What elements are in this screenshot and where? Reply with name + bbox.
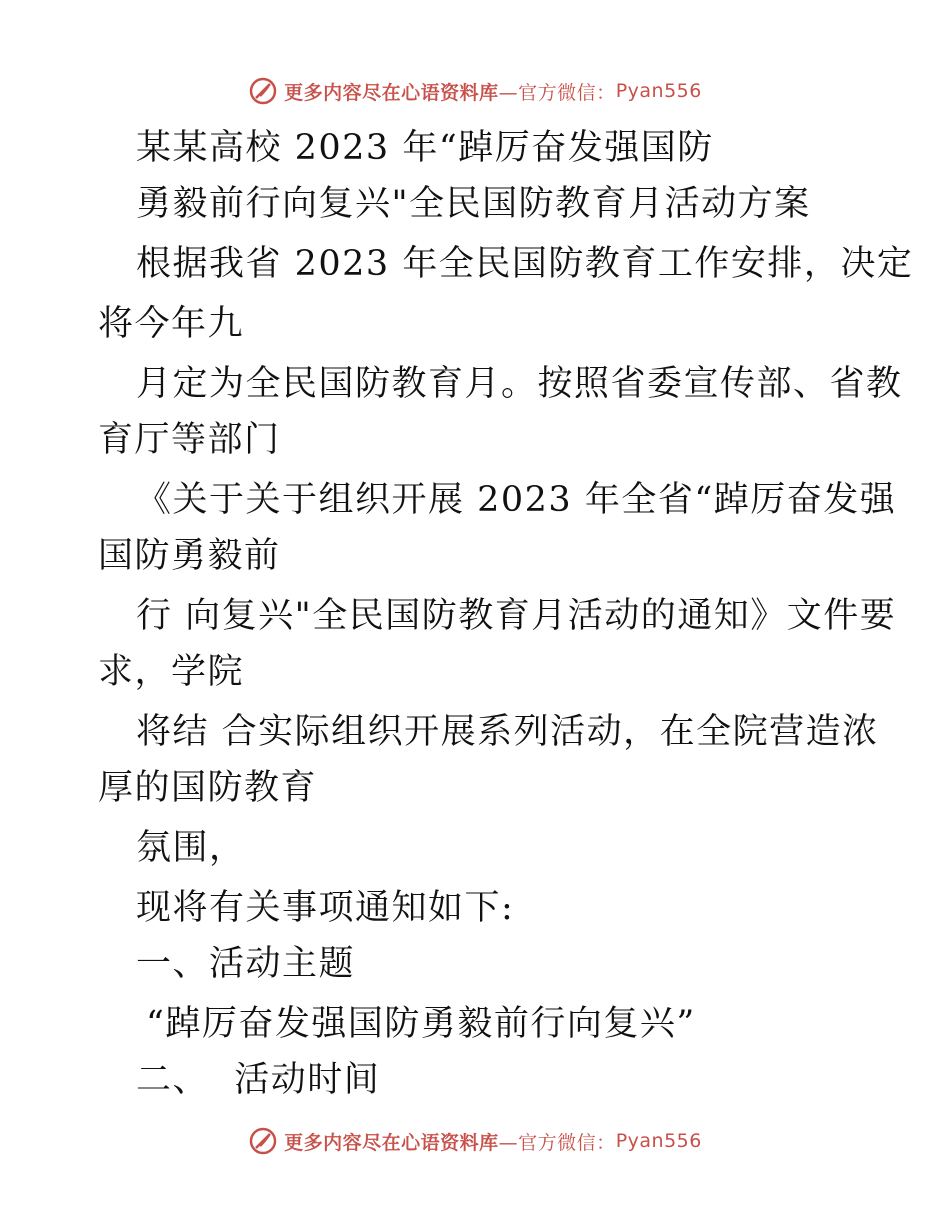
doc-paragraph-line: 现将有关事项通知如下: <box>136 888 515 928</box>
doc-title-line-2: 勇毅前行向复兴"全民国防教育月活动方案 <box>136 184 811 224</box>
doc-paragraph-line: 将今年九 <box>98 304 245 344</box>
footer-watermark <box>0 1121 950 1161</box>
feather-logo-icon <box>248 1126 278 1156</box>
doc-section-heading: 二、 活动时间 <box>136 1060 381 1100</box>
doc-paragraph-line: 《关于关于组织开展 2023 年全省“踔厉奋发强 <box>136 480 897 520</box>
doc-paragraph-line: 月定为全民国防教育月。按照省委宣传部、省教 <box>136 364 903 404</box>
doc-paragraph-line: 行 向复兴"全民国防教育月活动的通知》文件要 <box>136 596 897 636</box>
doc-title-line-1: 某某高校 2023 年“踔厉奋发强国防 <box>136 128 714 168</box>
feather-logo-icon <box>248 76 278 106</box>
doc-paragraph-line: 将结 合实际组织开展系列活动，在全院营造浓 <box>136 712 879 752</box>
watermark-separator: —官方微信： <box>498 81 616 104</box>
doc-paragraph-line: 根据我省 2023 年全民国防教育工作安排，决定 <box>136 244 914 284</box>
doc-paragraph-line: 厚的国防教育 <box>98 768 318 808</box>
watermark-code: Pyan556 <box>615 80 702 102</box>
watermark-code: Pyan556 <box>615 1130 702 1152</box>
doc-theme-text: “踔厉奋发强国防勇毅前行向复兴” <box>146 1004 696 1044</box>
doc-paragraph-line: 育厅等部门 <box>98 420 281 460</box>
watermark-text: 更多内容尽在心语资料库 <box>284 1131 499 1154</box>
doc-paragraph-line: 求，学院 <box>98 652 245 692</box>
watermark-separator: —官方微信： <box>498 1131 616 1154</box>
doc-paragraph-line: 氛围， <box>136 828 246 868</box>
watermark-text: 更多内容尽在心语资料库 <box>284 81 499 104</box>
header-watermark <box>0 71 950 111</box>
doc-paragraph-line: 国防勇毅前 <box>98 536 281 576</box>
doc-section-heading: 一、活动主题 <box>136 944 356 984</box>
